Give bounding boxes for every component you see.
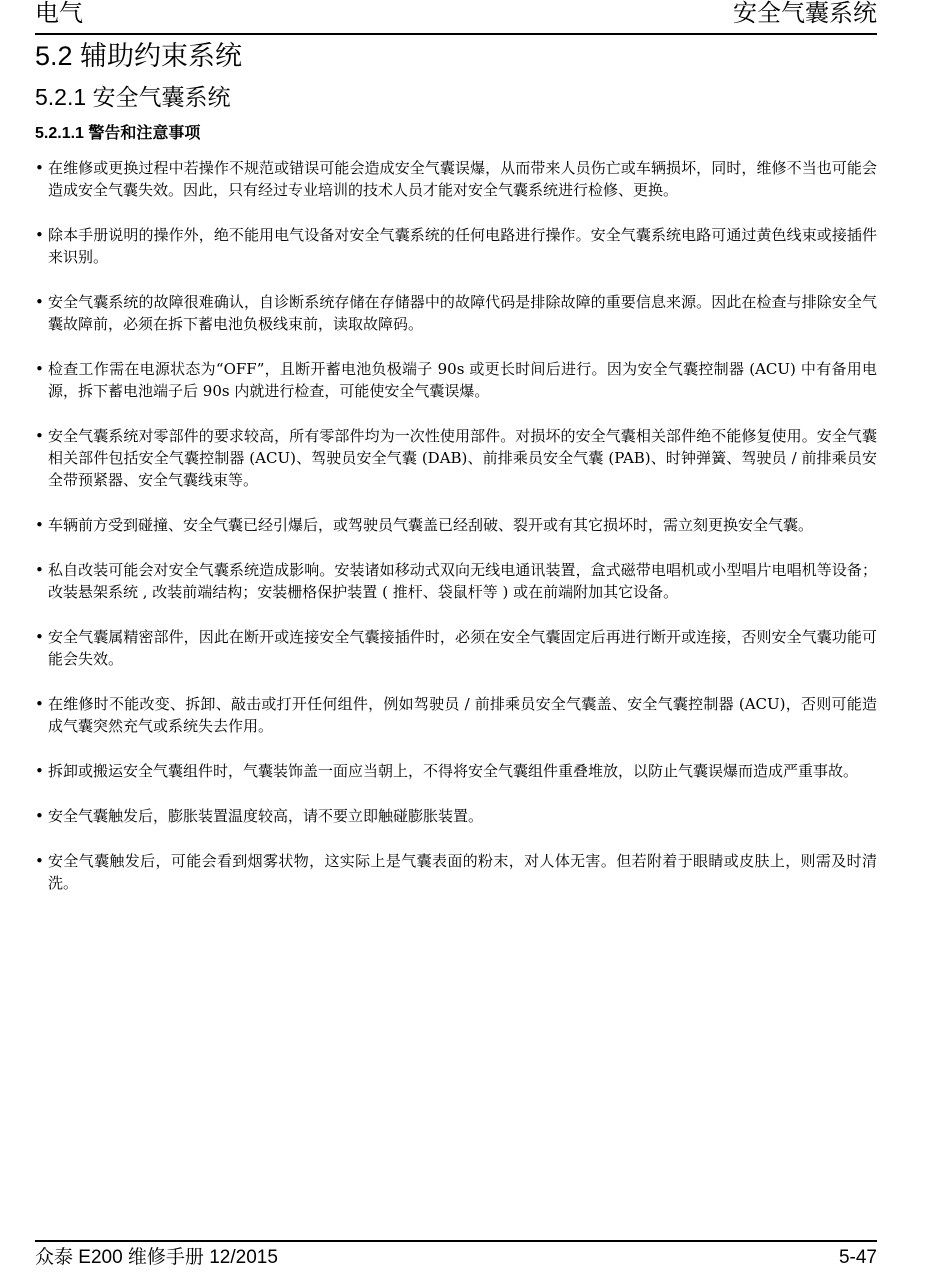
warning-text: 在维修或更换过程中若操作不规范或错误可能会造成安全气囊误爆，从而带来人员伤亡或车辆损坏，同时，维修不当也可能会造成安全气囊失效。因此，只有经过专业培训的技术人员才能对安全气囊系统进行检修、更换。 bbox=[48, 159, 877, 199]
warning-text: 拆卸或搬运安全气囊组件时，气囊装饰盖一面应当朝上，不得将安全气囊组件重叠堆放，以防止气囊误爆而造成严重事故。 bbox=[48, 762, 859, 780]
warning-item bbox=[35, 224, 877, 268]
warning-text: 检查工作需在电源状态为“OFF”，且断开蓄电池负极端子 90s 或更长时间后进行。因为安全气囊控制器 (ACU) 中有备用电源，拆下蓄电池端子后 90s 内就进行检查，可能使安全气囊误爆。 bbox=[48, 360, 877, 400]
warning-text: 除本手册说明的操作外，绝不能用电气设备对安全气囊系统的任何电路进行操作。安全气囊系统电路可通过黄色线束或接插件来识别。 bbox=[48, 226, 877, 266]
header-section: 安全气囊系统 bbox=[733, 0, 877, 27]
warning-text: 安全气囊触发后，膨胀装置温度较高，请不要立即触碰膨胀装置。 bbox=[48, 807, 484, 825]
bullet-icon: • bbox=[35, 516, 44, 534]
warning-item bbox=[35, 358, 877, 402]
bullet-icon: • bbox=[35, 293, 44, 311]
warning-item bbox=[35, 850, 877, 894]
warning-item bbox=[35, 693, 877, 737]
bullet-icon: • bbox=[35, 159, 44, 177]
bullet-icon: • bbox=[35, 427, 44, 445]
section-heading: 5.2 辅助约束系统 bbox=[35, 41, 243, 71]
warning-item bbox=[35, 425, 877, 491]
header-chapter: 电气 bbox=[35, 0, 83, 27]
warning-text: 安全气囊系统对零部件的要求较高，所有零部件均为一次性使用部件。对损坏的安全气囊相关部件绝不能修复使用。安全气囊相关部件包括安全气囊控制器 (ACU)、驾驶员安全气囊 (DAB)、前排乘员安全气囊 (PAB)、时钟弹簧、驾驶员 / 前排乘员安全带预紧器、安全气囊线束等。 bbox=[48, 427, 877, 489]
bullet-icon: • bbox=[35, 226, 44, 244]
page-header bbox=[35, 0, 877, 35]
warning-item bbox=[35, 559, 877, 603]
warning-text: 在维修时不能改变、拆卸、敲击或打开任何组件，例如驾驶员 / 前排乘员安全气囊盖、安全气囊控制器 (ACU)，否则可能造成气囊突然充气或系统失去作用。 bbox=[48, 695, 877, 735]
bullet-icon: • bbox=[35, 628, 44, 646]
warning-item bbox=[35, 514, 877, 536]
subsubsection-heading: 5.2.1.1 警告和注意事项 bbox=[35, 125, 201, 142]
bullet-icon: • bbox=[35, 762, 44, 780]
bullet-icon: • bbox=[35, 807, 44, 825]
warning-item bbox=[35, 291, 877, 335]
warning-text: 安全气囊系统的故障很难确认，自诊断系统存储在存储器中的故障代码是排除故障的重要信息来源。因此在检查与排除安全气囊故障前，必须在拆下蓄电池负极线束前，读取故障码。 bbox=[48, 293, 877, 333]
warning-text: 车辆前方受到碰撞、安全气囊已经引爆后，或驾驶员气囊盖已经刮破、裂开或有其它损坏时，需立刻更换安全气囊。 bbox=[48, 516, 814, 534]
warnings-list bbox=[35, 157, 877, 894]
warning-item bbox=[35, 760, 877, 782]
bullet-icon: • bbox=[35, 360, 44, 378]
manual-page bbox=[35, 0, 877, 1275]
warning-text: 私自改装可能会对安全气囊系统造成影响。安装诸如移动式双向无线电通讯装置，盒式磁带电唱机或小型唱片电唱机等设备；改装悬架系统 , 改装前端结构；安装栅格保护装置 ( 推杆、袋鼠杆等 ) 或在前端附加其它设备。 bbox=[48, 561, 877, 601]
bullet-icon: • bbox=[35, 852, 44, 870]
warning-text: 安全气囊属精密部件，因此在断开或连接安全气囊接插件时，必须在安全气囊固定后再进行断开或连接，否则安全气囊功能可能会失效。 bbox=[48, 628, 877, 668]
bullet-icon: • bbox=[35, 695, 44, 713]
warning-text: 安全气囊触发后，可能会看到烟雾状物，这实际上是气囊表面的粉末，对人体无害。但若附着于眼睛或皮肤上，则需及时清洗。 bbox=[48, 852, 877, 892]
page-footer bbox=[35, 1240, 877, 1268]
warning-item bbox=[35, 157, 877, 201]
warning-item bbox=[35, 805, 877, 827]
page-number: 5-47 bbox=[838, 1247, 877, 1268]
subsection-heading: 5.2.1 安全气囊系统 bbox=[35, 84, 231, 110]
bullet-icon: • bbox=[35, 561, 44, 579]
footer-manual-title: 众泰 E200 维修手册 12/2015 bbox=[35, 1247, 278, 1268]
warning-item bbox=[35, 626, 877, 670]
